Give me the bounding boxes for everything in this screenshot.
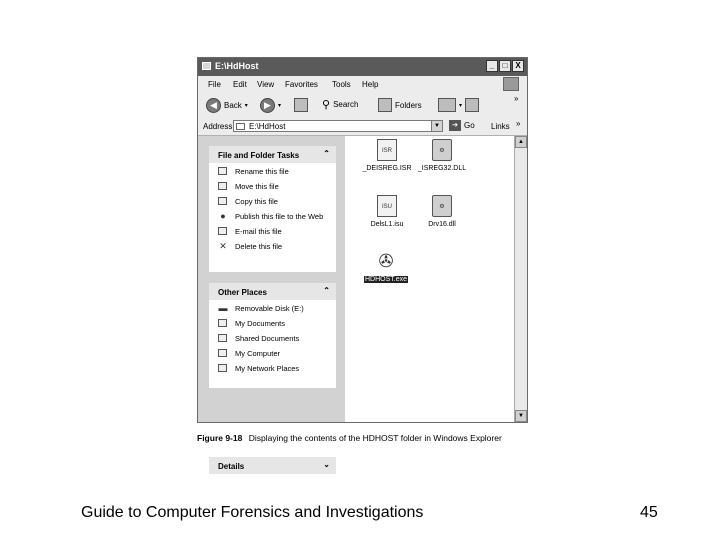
up-folder-icon bbox=[294, 98, 308, 112]
file-item[interactable] bbox=[414, 195, 470, 228]
panel-header[interactable] bbox=[209, 283, 336, 300]
panel-title: Other Places bbox=[218, 288, 267, 297]
search-icon: ⚲ bbox=[322, 99, 331, 111]
file-name: DelsL1.isu bbox=[370, 221, 404, 228]
task-label: E-mail this file bbox=[235, 227, 282, 236]
menu-file[interactable]: File bbox=[208, 80, 221, 89]
file-item[interactable] bbox=[359, 195, 415, 228]
task-label: Copy this file bbox=[235, 197, 278, 206]
place-label: My Computer bbox=[235, 349, 281, 358]
file-list bbox=[345, 136, 514, 422]
dropdown-arrow-icon: ▾ bbox=[278, 103, 282, 109]
computer-icon bbox=[218, 349, 227, 357]
task-email[interactable] bbox=[209, 227, 336, 236]
vertical-scrollbar[interactable] bbox=[514, 136, 527, 422]
folders-button[interactable] bbox=[378, 98, 422, 112]
dll-file-icon: ⚙ bbox=[432, 195, 452, 217]
file-item[interactable] bbox=[359, 139, 415, 172]
go-label: Go bbox=[464, 121, 475, 130]
file-item-selected[interactable] bbox=[358, 250, 414, 283]
place-my-network-places[interactable] bbox=[209, 364, 336, 373]
caption-text: Displaying the contents of the HDHOST folder in Windows Explorer bbox=[248, 433, 502, 443]
file-name: Drv16.dll bbox=[428, 221, 456, 228]
task-move[interactable] bbox=[209, 182, 336, 191]
menu-bar bbox=[198, 76, 527, 93]
windows-logo-icon bbox=[503, 77, 519, 91]
isr-file-icon: ISR bbox=[377, 139, 397, 161]
task-label: Publish this file to the Web bbox=[235, 212, 324, 221]
address-input[interactable] bbox=[233, 120, 443, 132]
maximize-button[interactable]: □ bbox=[499, 60, 511, 72]
toolbar bbox=[198, 92, 527, 119]
folder-icon bbox=[218, 334, 227, 342]
task-copy[interactable] bbox=[209, 197, 336, 206]
place-shared-documents[interactable] bbox=[209, 334, 336, 343]
search-button[interactable] bbox=[322, 98, 358, 111]
move-icon bbox=[218, 182, 227, 190]
window-title: E:\HdHost bbox=[215, 61, 259, 71]
delete-icon: ✕ bbox=[219, 241, 227, 251]
place-my-computer[interactable] bbox=[209, 349, 336, 358]
folder-icon bbox=[236, 123, 245, 130]
close-button[interactable]: X bbox=[512, 60, 524, 72]
minimize-button[interactable]: _ bbox=[486, 60, 498, 72]
file-name: _DEISREG.ISR bbox=[362, 165, 412, 172]
footer-title: Guide to Computer Forensics and Investigations bbox=[81, 504, 424, 521]
forward-button[interactable] bbox=[260, 98, 281, 113]
globe-icon: ● bbox=[220, 211, 226, 221]
documents-icon bbox=[218, 319, 227, 327]
place-label: Shared Documents bbox=[235, 334, 300, 343]
network-icon bbox=[218, 364, 227, 372]
links-button[interactable]: Links bbox=[491, 122, 510, 131]
toolbar-more[interactable]: » bbox=[514, 94, 519, 103]
place-label: Removable Disk (E:) bbox=[235, 304, 304, 313]
task-delete[interactable] bbox=[209, 242, 336, 251]
task-label: Rename this file bbox=[235, 167, 289, 176]
figure-number: Figure 9-18 bbox=[197, 433, 243, 443]
task-label: Delete this file bbox=[235, 242, 283, 251]
page-number: 45 bbox=[640, 504, 658, 521]
isu-file-icon: ISU bbox=[377, 195, 397, 217]
panel-header[interactable] bbox=[209, 146, 336, 163]
menu-edit[interactable]: Edit bbox=[233, 80, 247, 89]
dropdown-arrow-icon: ▾ bbox=[244, 103, 248, 109]
file-name: _ISREG32.DLL bbox=[417, 165, 467, 172]
views-icon bbox=[438, 98, 456, 112]
task-rename[interactable] bbox=[209, 167, 336, 176]
chevron-down-icon[interactable]: ▼ bbox=[431, 121, 442, 131]
task-label: Move this file bbox=[235, 182, 279, 191]
menu-tools[interactable]: Tools bbox=[332, 80, 351, 89]
place-label: My Documents bbox=[235, 319, 286, 328]
forward-arrow-icon: ▶ bbox=[260, 98, 275, 113]
go-button[interactable] bbox=[449, 120, 475, 131]
place-label: My Network Places bbox=[235, 364, 300, 373]
collapse-icon[interactable]: ⌃ bbox=[323, 286, 330, 295]
file-name: HDHOST.exe bbox=[364, 276, 407, 283]
copy-icon bbox=[218, 197, 227, 205]
file-item[interactable] bbox=[414, 139, 470, 172]
folders-icon bbox=[378, 98, 392, 112]
dll-file-icon: ⚙ bbox=[432, 139, 452, 161]
go-arrow-icon: ➔ bbox=[449, 120, 461, 131]
exe-file-icon: ✇ bbox=[378, 251, 394, 271]
menu-view[interactable]: View bbox=[257, 80, 275, 89]
file-folder-tasks-panel bbox=[209, 146, 336, 272]
task-publish[interactable] bbox=[209, 212, 336, 221]
folder-icon bbox=[202, 62, 211, 70]
drive-icon: ▬ bbox=[218, 303, 228, 313]
other-places-panel bbox=[209, 283, 336, 388]
search-label: Search bbox=[333, 100, 359, 109]
menu-favorites[interactable]: Favorites bbox=[285, 80, 318, 89]
views-button[interactable] bbox=[438, 98, 479, 112]
place-removable-disk[interactable] bbox=[209, 304, 336, 313]
address-bar bbox=[198, 118, 527, 136]
back-arrow-icon: ◀ bbox=[206, 98, 221, 113]
address-value: E:\HdHost bbox=[249, 122, 286, 131]
panel-title: File and Folder Tasks bbox=[218, 151, 300, 160]
links-more[interactable]: » bbox=[516, 119, 521, 128]
collapse-icon[interactable]: ⌃ bbox=[323, 149, 330, 158]
expand-icon[interactable]: ⌄ bbox=[323, 460, 330, 469]
back-button[interactable] bbox=[206, 98, 248, 113]
panel-header[interactable] bbox=[209, 457, 336, 474]
email-icon bbox=[218, 227, 227, 235]
address-label: Address bbox=[203, 122, 233, 131]
details-panel bbox=[209, 457, 336, 474]
panel-title: Details bbox=[218, 462, 245, 471]
dropdown-arrow-icon: ▾ bbox=[459, 102, 463, 109]
figure-caption bbox=[197, 433, 502, 443]
scroll-down-arrow-icon[interactable]: ▼ bbox=[515, 410, 527, 422]
folders-label: Folders bbox=[395, 100, 422, 110]
sync-icon bbox=[465, 98, 479, 112]
scroll-up-arrow-icon[interactable]: ▲ bbox=[515, 136, 527, 148]
menu-help[interactable]: Help bbox=[362, 80, 379, 89]
back-label: Back bbox=[224, 101, 242, 110]
place-my-documents[interactable] bbox=[209, 319, 336, 328]
title-bar[interactable] bbox=[198, 58, 527, 76]
up-folder-button[interactable] bbox=[294, 98, 308, 112]
rename-icon bbox=[218, 167, 227, 175]
